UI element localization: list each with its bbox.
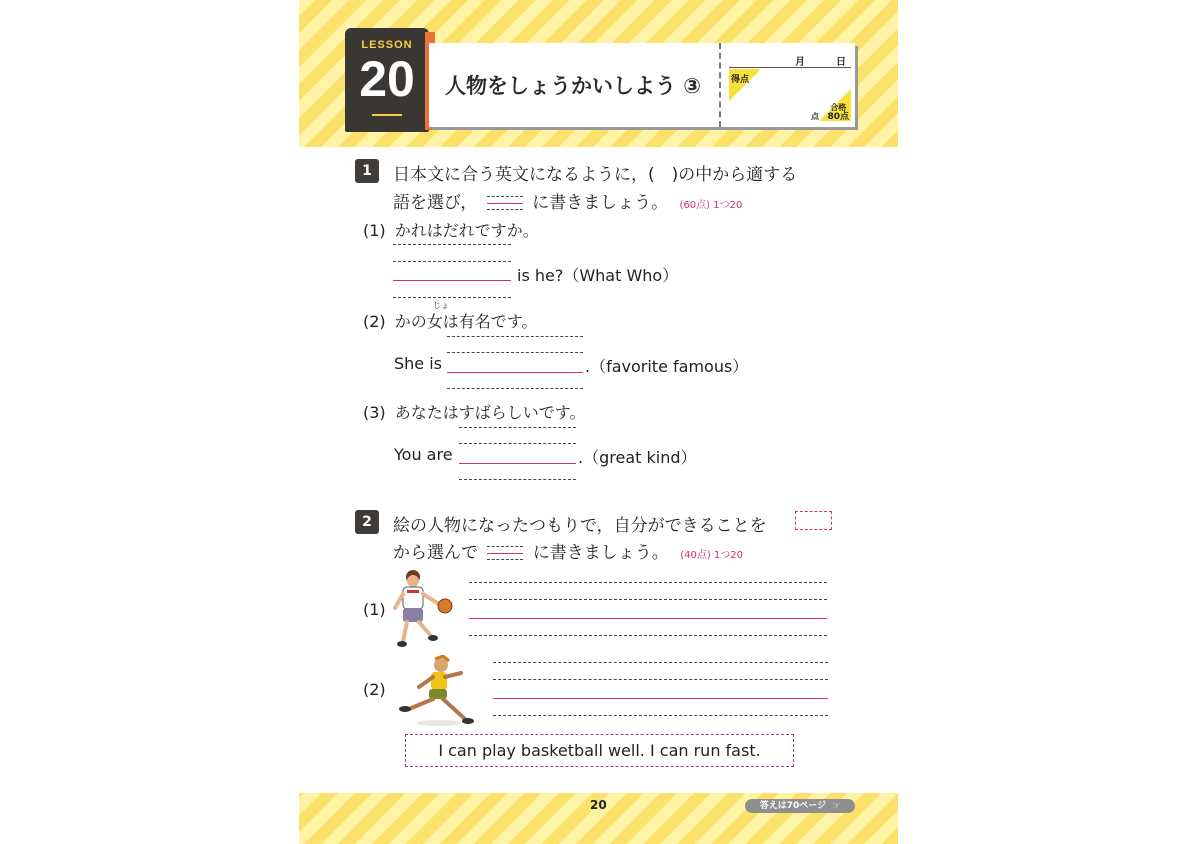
q1-item-2-label: (2) (363, 312, 386, 331)
q1-item-3-japanese: あなたはすばらしいです。 (394, 403, 586, 422)
lesson-badge (345, 28, 429, 132)
answer-reference-text: 答えは70ページ (759, 801, 827, 811)
q1-item-2-japanese: かの女は有名です。 (394, 312, 538, 331)
pass-score (827, 103, 849, 122)
question-1-instruction-line1: 日本文に合う英文になるように，( )の中から適する (393, 165, 798, 185)
q1-item-3-prompt (363, 400, 586, 423)
question-2-number: 2 (355, 510, 379, 534)
q1-instruction-pre: 語を選び， (393, 193, 478, 213)
question-2-points: (40点) 1つ20 (680, 550, 744, 561)
worksheet-page (299, 0, 898, 844)
q1-item-3-prefix: You are (394, 445, 453, 464)
pointing-hand-icon: ☞ (832, 801, 841, 811)
q1-item-1-prompt (363, 218, 539, 241)
runner-illustration (395, 655, 477, 727)
question-2-instruction-line1: 絵の人物になったつもりで，自分ができることを (393, 516, 767, 536)
lesson-number: 20 (359, 51, 415, 107)
question-1-points: (60点) 1つ20 (679, 200, 743, 211)
points-unit: 点 (811, 112, 819, 121)
q2-item-1-label: (1) (363, 600, 386, 619)
score-area (725, 43, 855, 127)
q1-item-3-answer-field[interactable] (459, 427, 576, 483)
q2-item-2-label: (2) (363, 680, 386, 699)
word-box-legend (795, 511, 832, 530)
answer-box-legend-2 (487, 545, 523, 561)
page-title: 人物をしょうかいしよう ③ (445, 74, 702, 98)
q1-item-3-label: (3) (363, 403, 386, 422)
q1-item-2-suffix: .（favorite famous） (585, 357, 749, 376)
pass-label: 合格 (830, 103, 847, 112)
q1-item-2-ruby: じょ (433, 301, 449, 310)
question-1-number: 1 (355, 159, 379, 183)
q1-item-3-suffix: .（great kind） (578, 448, 697, 467)
q1-item-2-prompt (363, 309, 538, 332)
answer-box-legend (487, 195, 523, 211)
question-1-instruction-line2 (393, 188, 742, 213)
q1-item-2-prefix: She is (394, 354, 443, 373)
q1-item-1-answer-field[interactable] (393, 244, 511, 300)
day-label: 日 (836, 57, 846, 68)
q2-instruction-pre: から選んで (393, 543, 478, 563)
lesson-underline (372, 114, 402, 116)
lesson-label: LESSON (361, 39, 413, 51)
month-label: 月 (795, 57, 805, 68)
basketball-player-illustration (391, 568, 459, 650)
q1-item-2-answer-field[interactable] (447, 336, 583, 392)
q2-item-1-answer-field[interactable] (469, 582, 827, 636)
q1-item-1-english: is he?（What Who） (517, 266, 679, 285)
q2-item-2-answer-field[interactable] (493, 662, 828, 716)
question-2-instruction-line2 (393, 538, 743, 563)
score-label: 得点 (731, 75, 750, 85)
word-choice-box: I can play basketball well. I can run fast. (405, 734, 794, 767)
page-number: 20 (590, 798, 607, 812)
q2-instruction-post: に書きましょう。 (532, 543, 669, 563)
title-divider (719, 43, 721, 127)
date-underline (729, 67, 851, 68)
q1-item-1-label: (1) (363, 221, 386, 240)
title-box (429, 43, 855, 127)
q1-instruction-post: に書きましょう。 (532, 193, 669, 213)
answer-reference-pill (745, 799, 855, 813)
pass-value: 80点 (827, 112, 849, 122)
q1-item-1-japanese: かれはだれですか。 (394, 221, 539, 240)
